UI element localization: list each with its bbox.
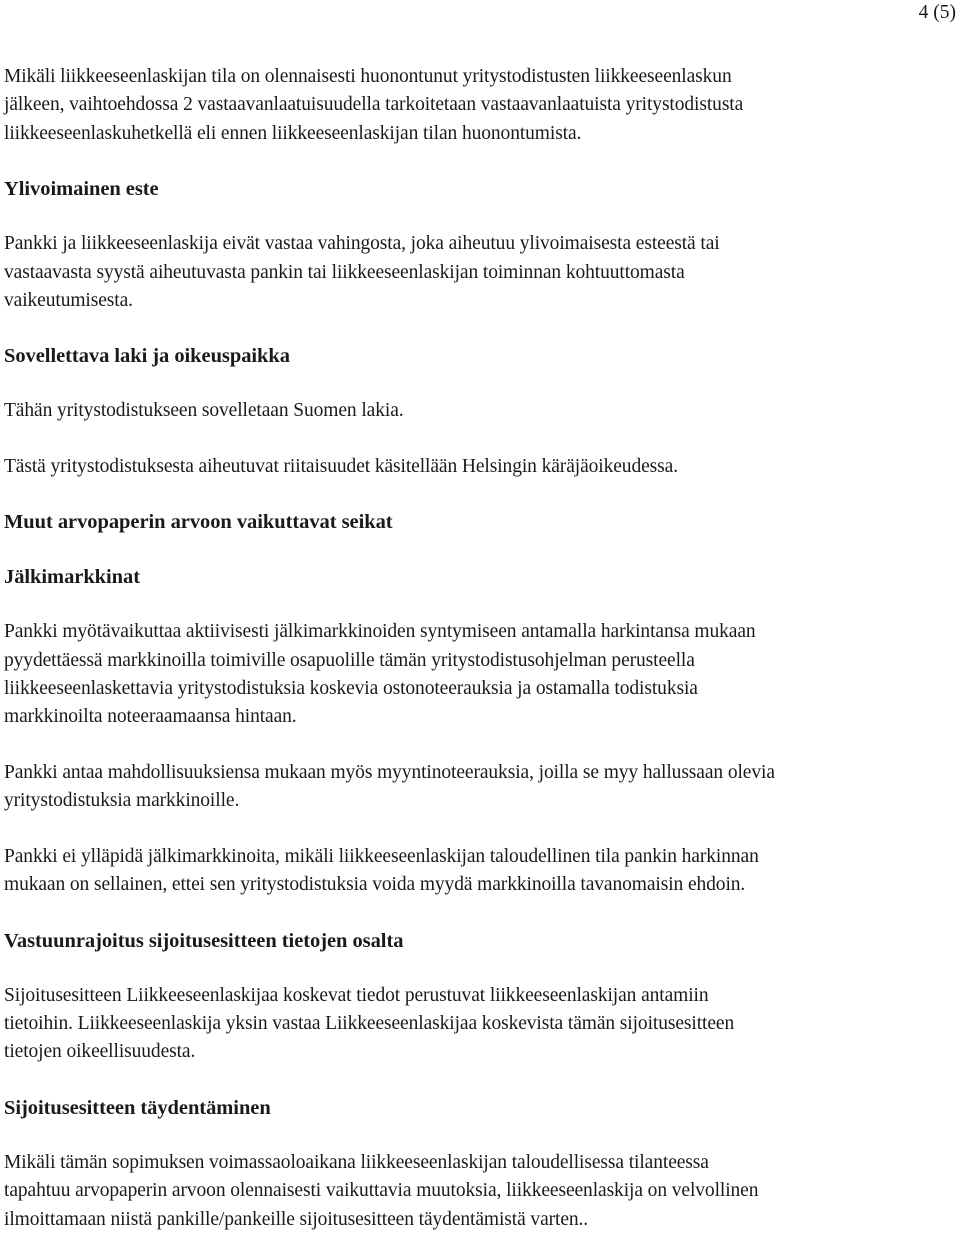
paragraph-oikeuspaikka xyxy=(4,453,954,481)
paragraph-jalkimarkkinat-2 xyxy=(4,759,954,816)
text-line: jälkeen, vaihtoehdossa 2 vastaavanlaatuisuudella tarkoitetaan vastaavanlaatuista yritystodistusta xyxy=(4,94,744,116)
text-line: Mikäli tämän sopimuksen voimassaoloaikana liikkeeseenlaskijan taloudellisessa tilanteessa xyxy=(4,1151,709,1173)
paragraph-sovellettava-laki xyxy=(4,397,954,425)
page-number: 4 (5) xyxy=(918,2,956,23)
text-line: tietojen oikeellisuudesta. xyxy=(4,1041,196,1063)
heading-jalkimarkkinat: Jälkimarkkinat xyxy=(4,566,140,589)
heading-ylivoimainen-este: Ylivoimainen este xyxy=(4,178,159,201)
document-body xyxy=(4,63,954,1234)
paragraph-jalkimarkkinat-1 xyxy=(4,618,954,732)
heading-taydentaminen: Sijoitusesitteen täydentäminen xyxy=(4,1096,271,1119)
text-line: Pankki myötävaikuttaa aktiivisesti jälkimarkkinoiden syntymiseen antamalla harkintansa mukaan xyxy=(4,621,756,643)
paragraph-taydentaminen xyxy=(4,1149,954,1234)
text-line: liikkeeseenlaskuhetkellä eli ennen liikkeeseenlaskijan tilan huonontumista. xyxy=(4,122,582,144)
paragraph-vaihtoehto xyxy=(4,63,954,148)
text-line: Sijoitusesitteen Liikkeeseenlaskijaa koskevat tiedot perustuvat liikkeeseenlaskijan antamiin xyxy=(4,984,709,1006)
text-line: Mikäli liikkeeseenlaskijan tila on olennaisesti huonontunut yritystodistusten liikkeeseenlaskun xyxy=(4,66,732,87)
text-line: Tähän yritystodistukseen sovelletaan Suomen lakia. xyxy=(4,400,404,422)
text-line: Pankki ja liikkeeseenlaskija eivät vastaa vahingosta, joka aiheutuu ylivoimaisesta esteestä tai xyxy=(4,233,720,255)
text-line: mukaan on sellainen, ettei sen yritystodistuksia voida myydä markkinoilla tavanomaisin ehdoin. xyxy=(4,874,746,896)
text-line: Pankki ei ylläpidä jälkimarkkinoita, mikäli liikkeeseenlaskijan taloudellinen tila pankin harkinnan xyxy=(4,845,759,867)
paragraph-vastuunrajoitus xyxy=(4,982,954,1067)
heading-sovellettava-laki: Sovellettava laki ja oikeuspaikka xyxy=(4,345,290,368)
text-line: Tästä yritystodistuksesta aiheutuvat riitaisuudet käsitellään Helsingin käräjäoikeudessa. xyxy=(4,455,678,477)
heading-vastuunrajoitus: Vastuunrajoitus sijoitusesitteen tietojen osalta xyxy=(4,929,404,952)
text-line: vastaavasta syystä aiheutuvasta pankin tai liikkeeseenlaskijan toiminnan kohtuuttomasta xyxy=(4,261,685,283)
heading-muut-seikat: Muut arvopaperin arvoon vaikuttavat seikat xyxy=(4,511,393,534)
text-line: tietoihin. Liikkeeseenlaskija yksin vastaa Liikkeeseenlaskijaa koskevista tämän sijoitusesitteen xyxy=(4,1012,735,1034)
text-line: ilmoittamaan niistä pankille/pankeille sijoitusesitteen täydentämistä varten.. xyxy=(4,1208,589,1230)
paragraph-jalkimarkkinat-3 xyxy=(4,843,954,900)
text-line: tapahtuu arvopaperin arvoon olennaisesti vaikuttavia muutoksia, liikkeeseenlaskija on velvollinen xyxy=(4,1180,759,1202)
text-line: yritystodistuksia markkinoille. xyxy=(4,790,240,812)
text-line: markkinoilta noteeraamaansa hintaan. xyxy=(4,706,297,728)
text-line: pyydettäessä markkinoilla toimiville osapuolille tämän yritystodistusohjelman perusteella xyxy=(4,649,695,671)
text-line: liikkeeseenlaskettavia yritystodistuksia koskevia ostonoteerauksia ja ostamalla todistuksia xyxy=(4,678,698,700)
paragraph-ylivoimainen-este xyxy=(4,230,954,315)
text-line: Pankki antaa mahdollisuuksiensa mukaan myös myyntinoteerauksia, joilla se myy hallussaan olevia xyxy=(4,761,775,783)
text-line: vaikeutumisesta. xyxy=(4,290,133,312)
